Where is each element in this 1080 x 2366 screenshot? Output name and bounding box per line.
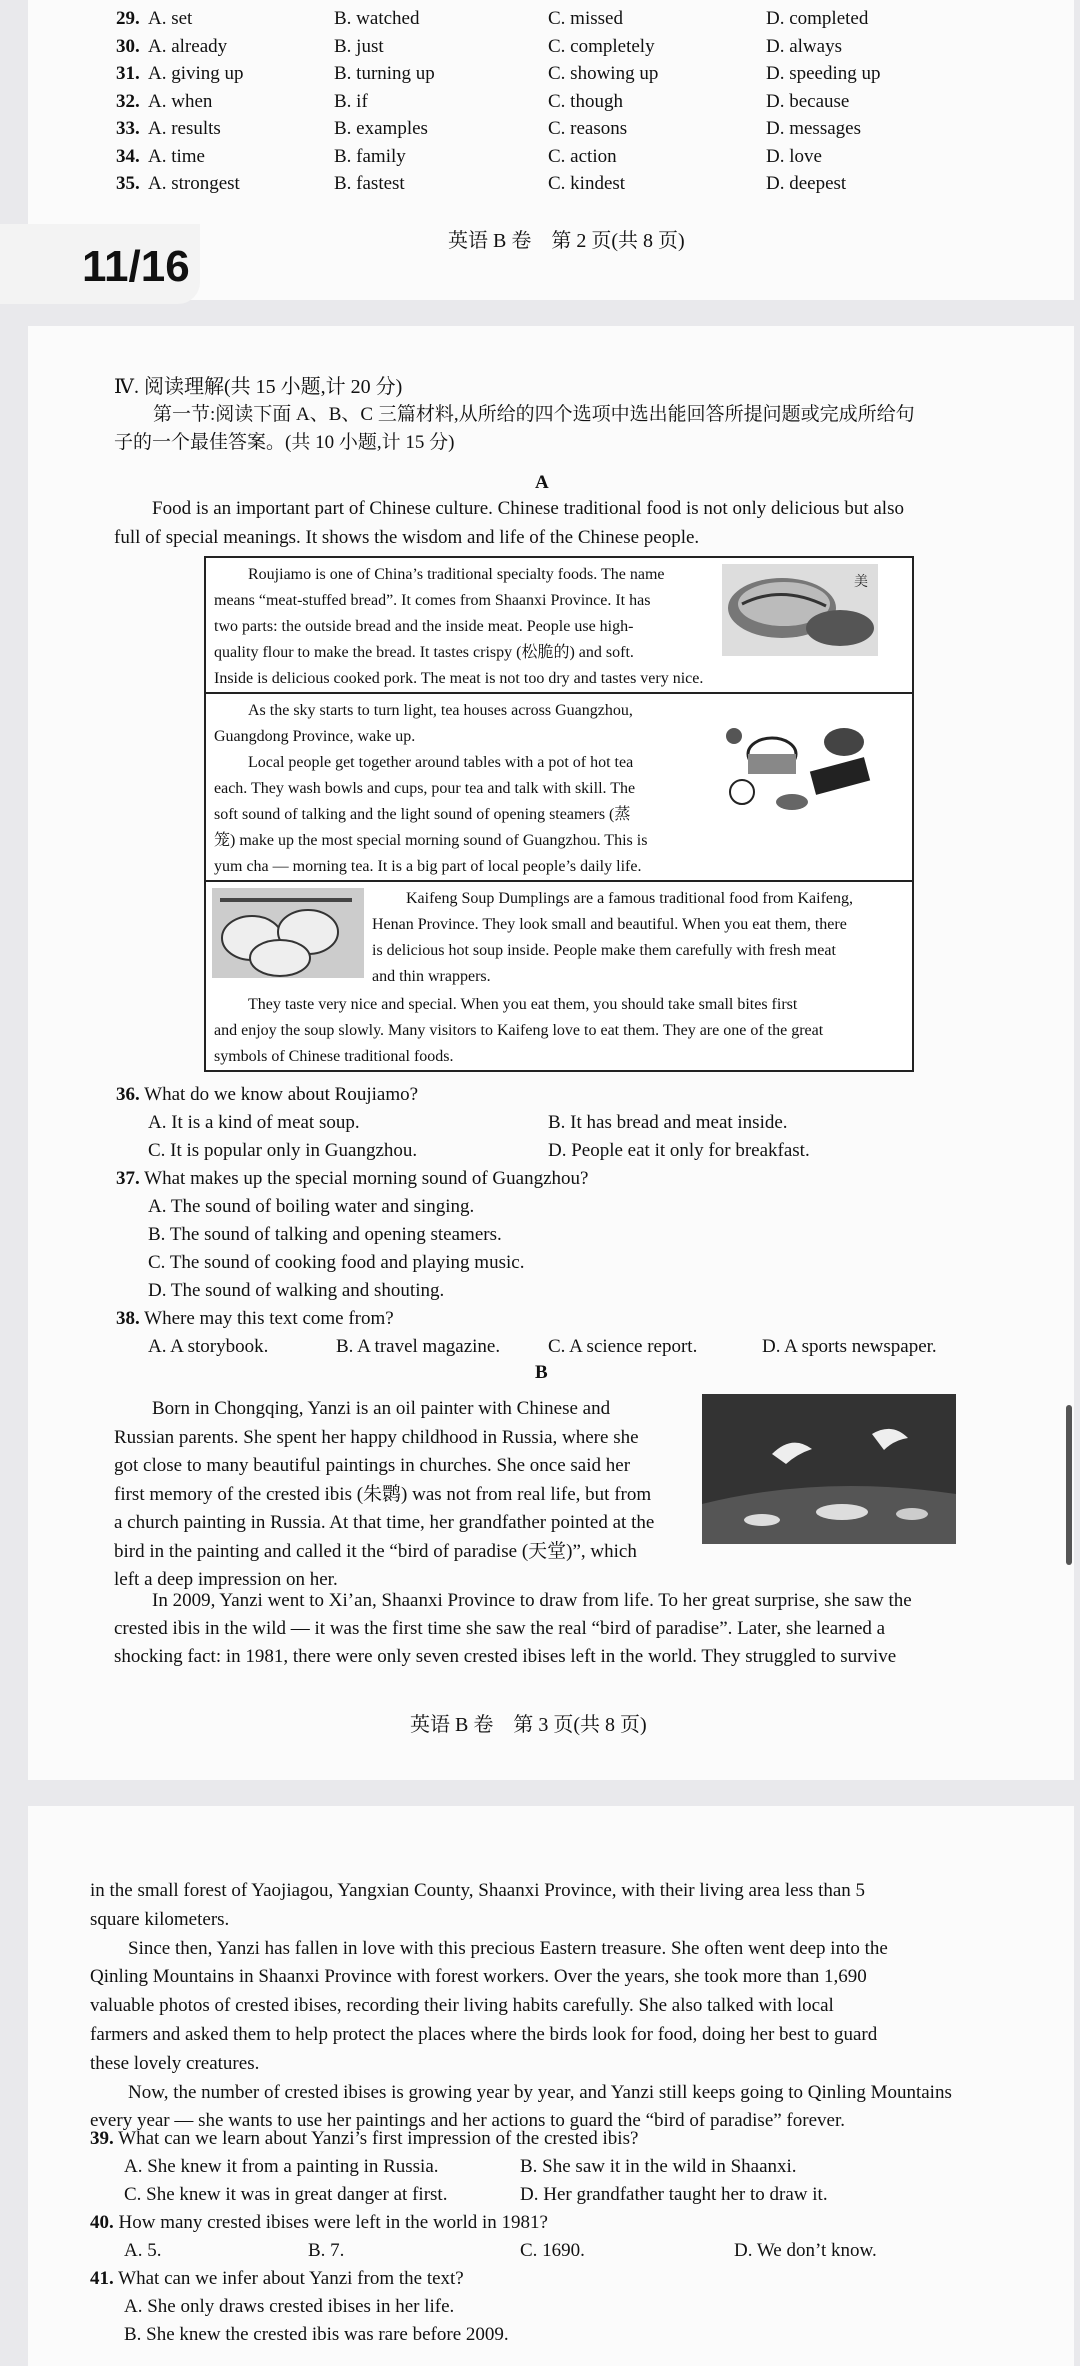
box-line: Guangdong Province, wake up. <box>214 728 416 745</box>
passage-b-line: square kilometers. <box>90 1908 230 1930</box>
question-38-option-b[interactable]: B. A travel magazine. <box>336 1336 501 1357</box>
question-37-option-c[interactable]: C. The sound of cooking food and playing music. <box>148 1252 525 1273</box>
option-a[interactable]: A. giving up <box>148 63 244 84</box>
option-b[interactable]: B. if <box>334 90 368 112</box>
option-b[interactable]: B. family <box>334 145 406 167</box>
passage-b-line: a church painting in Russia. At that time, her grandfather pointed at the <box>114 1512 655 1533</box>
option-d[interactable]: D. speeding up <box>766 63 881 84</box>
box-line: They taste very nice and special. When you eat them, you should take small bites first <box>248 996 798 1013</box>
option-b[interactable]: B. examples <box>334 118 428 139</box>
passage-b-line: got close to many beautiful paintings in churches. She once said her <box>114 1455 631 1476</box>
passage-b-line: these lovely creatures. <box>90 2052 260 2074</box>
page-footer: 英语 B 卷 第 3 页(共 8 页) <box>410 1714 647 1736</box>
question-37: 37. What makes up the special morning sound of Guangzhou? <box>116 1168 589 1189</box>
option-a[interactable]: A. already <box>148 35 228 57</box>
option-c[interactable]: C. completely <box>548 35 655 57</box>
option-a[interactable]: A. results <box>148 118 221 139</box>
page-indicator-text: 11/16 <box>82 242 190 291</box>
box-line: quality flour to make the bread. It tastes crispy (松脆的) and soft. <box>214 644 634 661</box>
option-b[interactable]: B. watched <box>334 8 420 29</box>
question-36: 36. What do we know about Roujiamo? <box>116 1084 419 1105</box>
passage-a-heading: A <box>535 472 549 493</box>
question-40-option-c[interactable]: C. 1690. <box>520 2240 585 2261</box>
option-d[interactable]: D. deepest <box>766 173 847 194</box>
scrollbar-thumb[interactable] <box>1066 1405 1072 1565</box>
question-38-option-d[interactable]: D. A sports newspaper. <box>762 1336 937 1357</box>
passage-b-line: in the small forest of Yaojiagou, Yangxian County, Shaanxi Province, with their living area less than 5 <box>90 1880 866 1901</box>
question-41-option-a[interactable]: A. She only draws crested ibises in her life. <box>124 2296 455 2317</box>
question-41: 41. What can we infer about Yanzi from the text? <box>90 2268 464 2289</box>
option-a[interactable]: A. set <box>148 8 193 29</box>
dim-sum-illustration <box>712 702 884 826</box>
section-title: Ⅳ. 阅读理解(共 15 小题,计 20 分) <box>114 376 403 398</box>
passage-b-full-1: In 2009, Yanzi went to Xi’an, Shaanxi Province to draw from life. To her great surprise, she saw the <box>152 1590 912 1611</box>
passage-b-line: first memory of the crested ibis (朱鹮) was not from real life, but from <box>114 1483 652 1505</box>
question-38: 38. Where may this text come from? <box>116 1308 394 1329</box>
passage-a-intro-2: full of special meanings. It shows the wisdom and life of the Chinese people. <box>114 527 700 548</box>
option-b[interactable]: B. fastest <box>334 173 405 194</box>
question-39: 39. What can we learn about Yanzi’s first impression of the crested ibis? <box>90 2128 639 2149</box>
option-row-number: 32. <box>116 90 140 112</box>
text-box-roujiamo <box>204 556 914 696</box>
option-d[interactable]: D. love <box>766 145 822 167</box>
svg-text:美: 美 <box>854 574 868 590</box>
box-line: and thin wrappers. <box>372 968 491 985</box>
option-b[interactable]: B. just <box>334 35 384 57</box>
question-40: 40. How many crested ibises were left in the world in 1981? <box>90 2212 548 2233</box>
question-36-option-b[interactable]: B. It has bread and meat inside. <box>548 1112 788 1133</box>
option-row-number: 29. <box>116 8 140 29</box>
question-36-option-a[interactable]: A. It is a kind of meat soup. <box>148 1112 360 1133</box>
option-a[interactable]: A. strongest <box>148 173 240 194</box>
question-39-option-b[interactable]: B. She saw it in the wild in Shaanxi. <box>520 2156 797 2177</box>
box-line: means “meat-stuffed bread”. It comes from Shaanxi Province. It has <box>214 592 651 609</box>
question-40-option-b[interactable]: B. 7. <box>308 2240 345 2261</box>
question-37-option-a[interactable]: A. The sound of boiling water and singing. <box>148 1196 475 1217</box>
passage-b-line: Russian parents. She spent her happy childhood in Russia, where she <box>114 1426 639 1448</box>
box-line: Local people get together around tables with a pot of hot tea <box>248 754 634 771</box>
question-37-option-b[interactable]: B. The sound of talking and opening steamers. <box>148 1224 502 1245</box>
option-c[interactable]: C. reasons <box>548 118 628 139</box>
question-38-option-a[interactable]: A. A storybook. <box>148 1336 269 1357</box>
question-39-option-a[interactable]: A. She knew it from a painting in Russia. <box>124 2156 439 2177</box>
question-39-option-c[interactable]: C. She knew it was in great danger at first. <box>124 2184 448 2205</box>
page-indicator <box>0 224 200 304</box>
option-row-number: 31. <box>116 63 140 84</box>
box-line: 笼) make up the most special morning sound of Guangzhou. This is <box>214 832 648 849</box>
question-40-option-d[interactable]: D. We don’t know. <box>734 2240 877 2261</box>
passage-b-heading: B <box>535 1362 548 1383</box>
option-c[interactable]: C. kindest <box>548 173 626 194</box>
option-c[interactable]: C. action <box>548 145 617 167</box>
exam-page-4 <box>28 1806 1074 2366</box>
text-box-yum-cha <box>204 692 914 884</box>
option-row-number: 34. <box>116 145 140 167</box>
passage-b-line: Qinling Mountains in Shaanxi Province with forest workers. Over the years, she took more than 1,690 <box>90 1966 867 1988</box>
text-box-soup-dumplings <box>204 880 914 1072</box>
option-d[interactable]: D. because <box>766 90 850 112</box>
crested-ibis-painting <box>702 1394 956 1544</box>
passage-b-full-2: crested ibis in the wild — it was the first time she saw the real “bird of paradise”. Later, she learned a <box>114 1618 886 1639</box>
question-38-option-c[interactable]: C. A science report. <box>548 1336 698 1357</box>
question-40-option-a[interactable]: A. 5. <box>124 2240 162 2261</box>
page-footer: 英语 B 卷 第 2 页(共 8 页) <box>448 230 685 252</box>
box-line: yum cha — morning tea. It is a big part of local people’s daily life. <box>214 858 642 875</box>
box-line: Inside is delicious cooked pork. The meat is not too dry and tastes very nice. <box>214 670 704 687</box>
question-36-option-d[interactable]: D. People eat it only for breakfast. <box>548 1140 810 1161</box>
question-39-option-d[interactable]: D. Her grandfather taught her to draw it. <box>520 2184 828 2205</box>
question-37-option-d[interactable]: D. The sound of walking and shouting. <box>148 1280 445 1301</box>
option-c[interactable]: C. though <box>548 90 623 112</box>
box-line: two parts: the outside bread and the inside meat. People use high- <box>214 618 634 635</box>
box-line: Roujiamo is one of China’s traditional specialty foods. The name <box>248 566 665 583</box>
box-line: each. They wash bowls and cups, pour tea and talk with skill. The <box>214 780 636 797</box>
passage-b-line: Born in Chongqing, Yanzi is an oil painter with Chinese and <box>152 1398 611 1419</box>
question-36-option-c[interactable]: C. It is popular only in Guangzhou. <box>148 1140 418 1161</box>
passage-b-line: every year — she wants to use her paintings and her actions to guard the “bird of paradise” forever. <box>90 2110 845 2132</box>
option-a[interactable]: A. when <box>148 90 213 112</box>
box-line: soft sound of talking and the light sound of opening steamers (蒸 <box>214 806 631 823</box>
box-line: As the sky starts to turn light, tea houses across Guangzhou, <box>248 702 633 719</box>
passage-a-intro-1: Food is an important part of Chinese culture. Chinese traditional food is not only delicious but also <box>152 498 904 519</box>
option-c[interactable]: C. showing up <box>548 63 659 84</box>
option-d[interactable]: D. completed <box>766 8 869 29</box>
option-row-number: 35. <box>116 173 140 194</box>
option-row-number: 30. <box>116 35 140 57</box>
exam-page-3 <box>28 326 1074 1780</box>
box-line: and enjoy the soup slowly. Many visitors to Kaifeng love to eat them. They are one of the great <box>214 1022 824 1039</box>
box-line: Kaifeng Soup Dumplings are a famous traditional food from Kaifeng, <box>406 890 853 907</box>
option-row-number: 33. <box>116 118 140 139</box>
box-line: is delicious hot soup inside. People make them carefully with fresh meat <box>372 942 836 959</box>
passage-b-line: farmers and asked them to help protect the places where the birds look for food, doing her best to guard <box>90 2024 878 2045</box>
section-intro-line-2: 子的一个最佳答案。(共 10 小题,计 15 分) <box>114 432 455 453</box>
option-a[interactable]: A. time <box>148 145 205 167</box>
box-line: Henan Province. They look small and beautiful. When you eat them, there <box>372 916 847 933</box>
passage-b-line: left a deep impression on her. <box>114 1569 338 1590</box>
passage-b-line: Now, the number of crested ibises is growing year by year, and Yanzi still keeps going to Qinling Mountains <box>128 2081 952 2103</box>
question-41-option-b[interactable]: B. She knew the crested ibis was rare before 2009. <box>124 2324 509 2345</box>
passage-b-line: bird in the painting and called it the “bird of paradise (天堂)”, which <box>114 1540 637 1562</box>
passage-b-full-3: shocking fact: in 1981, there were only seven crested ibises left in the world. They struggled to survive <box>114 1646 897 1667</box>
box-line: symbols of Chinese traditional foods. <box>214 1048 454 1065</box>
roujiamo-illustration <box>722 564 878 656</box>
option-d[interactable]: D. messages <box>766 118 861 139</box>
passage-b-line: Since then, Yanzi has fallen in love with this precious Eastern treasure. She often went deep into the <box>128 1937 888 1959</box>
option-b[interactable]: B. turning up <box>334 63 435 84</box>
option-d[interactable]: D. always <box>766 35 842 57</box>
dumplings-illustration <box>212 888 364 978</box>
passage-b-line: valuable photos of crested ibises, recording their living habits carefully. She also talked with local <box>90 1995 834 2017</box>
option-c[interactable]: C. missed <box>548 8 623 29</box>
section-intro-line-1: 第一节:阅读下面 A、B、C 三篇材料,从所给的四个选项中选出能回答所提问题或完成所给句 <box>153 404 915 425</box>
